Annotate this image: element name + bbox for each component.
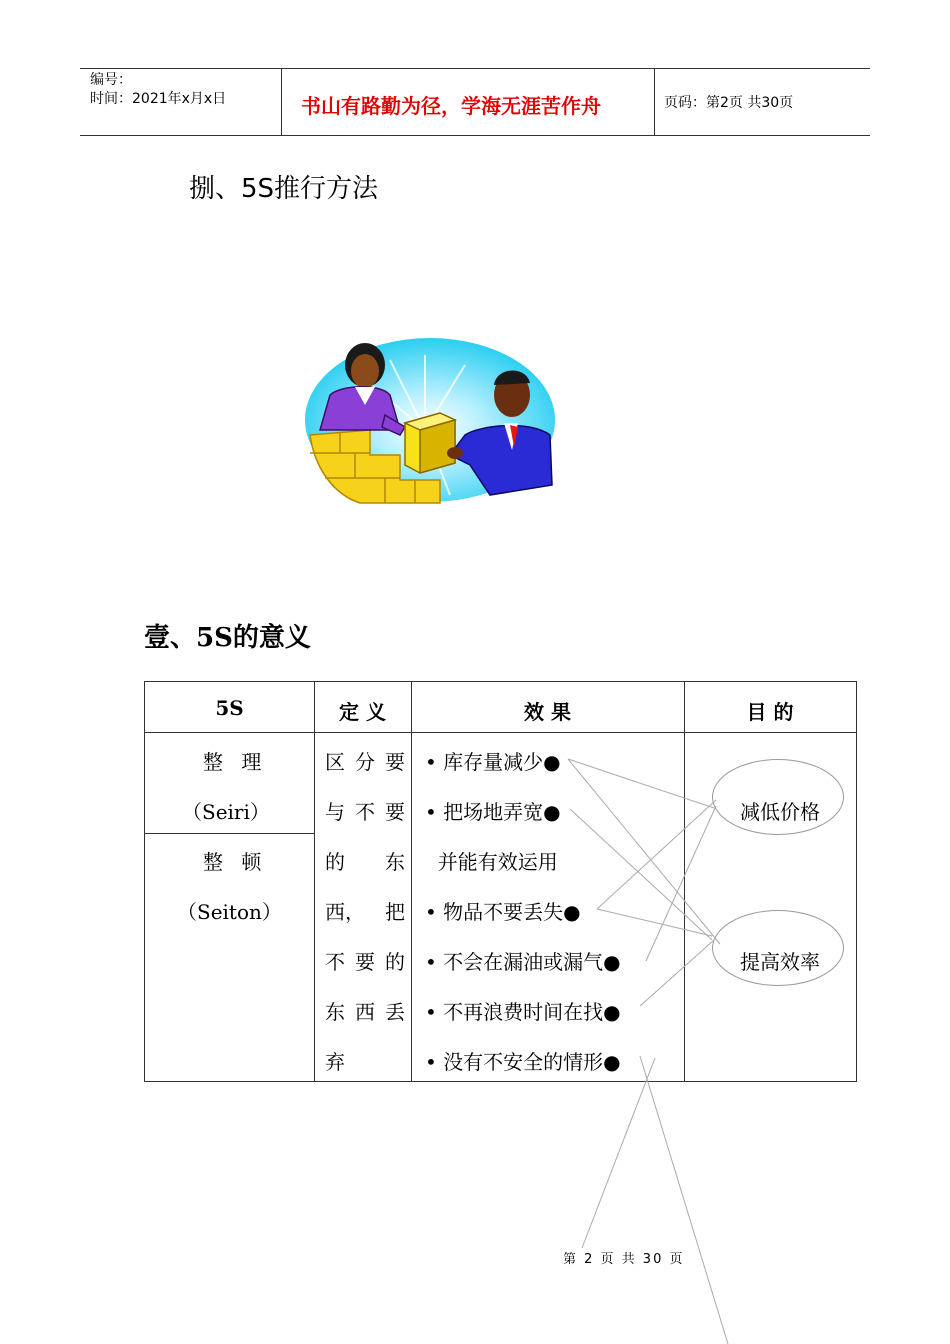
definition-char: 要 [355,950,375,974]
definition-char: 分 [355,750,375,774]
table-header-effect: 效 果 [524,700,571,724]
header-page-info: 页码：第2页 共30页 [664,95,794,111]
header-time-label: 时间：2021年x月x日 [90,91,227,107]
section-meaning-title: 壹、5S的意义 [144,623,311,653]
5s-seiri-roman: （Seiri） [182,800,270,824]
effect-item-1: • 库存量减少● [425,750,561,774]
definition-char: 东 [385,850,405,874]
5s-seiton-roman: （Seiton） [177,900,282,924]
effect-item-6: • 没有不安全的情形● [425,1050,621,1074]
header-number-label: 编号： [90,72,132,88]
effect-item-2-continued: 并能有效运用 [425,850,558,874]
definition-char: 要 [385,750,405,774]
5s-seiton-name: 整 顿 [203,850,268,874]
definition-char: 的 [325,850,345,874]
purpose-raise-efficiency: 提高效率 [740,950,820,974]
section-method-title: 捌、5S推行方法 [189,174,379,204]
table-header-purpose: 目 的 [746,700,794,724]
definition-char: 西 [355,1000,375,1024]
table-header-5s: 5S [215,696,244,720]
purpose-lower-cost: 减低价格 [740,800,820,824]
definition-char: 弃 [325,1050,345,1074]
definition-char: 的 [385,950,405,974]
effect-item-4: • 不会在漏油或漏气● [425,950,621,974]
definition-char: 与 [325,800,345,824]
definition-char: 要 [385,800,405,824]
definition-char: 不 [355,800,375,824]
definition-char: 区 [325,750,345,774]
definition-char: 把 [385,900,405,924]
effect-item-2: • 把场地弄宽● [425,800,561,824]
effect-item-5: • 不再浪费时间在找● [425,1000,621,1024]
5s-seiri-name: 整 理 [203,750,268,774]
header-motto: 书山有路勤为径，学海无涯苦作舟 [301,94,601,118]
footer-page-number: 第 2 页 共 30 页 [563,1252,685,1267]
definition-char: 东 [325,1000,345,1024]
definition-char: 不 [325,950,345,974]
effect-item-3: • 物品不要丢失● [425,900,581,924]
table-header-definition: 定 义 [339,700,386,724]
definition-char: 西， [325,900,365,924]
definition-char: 丢 [385,1000,405,1024]
